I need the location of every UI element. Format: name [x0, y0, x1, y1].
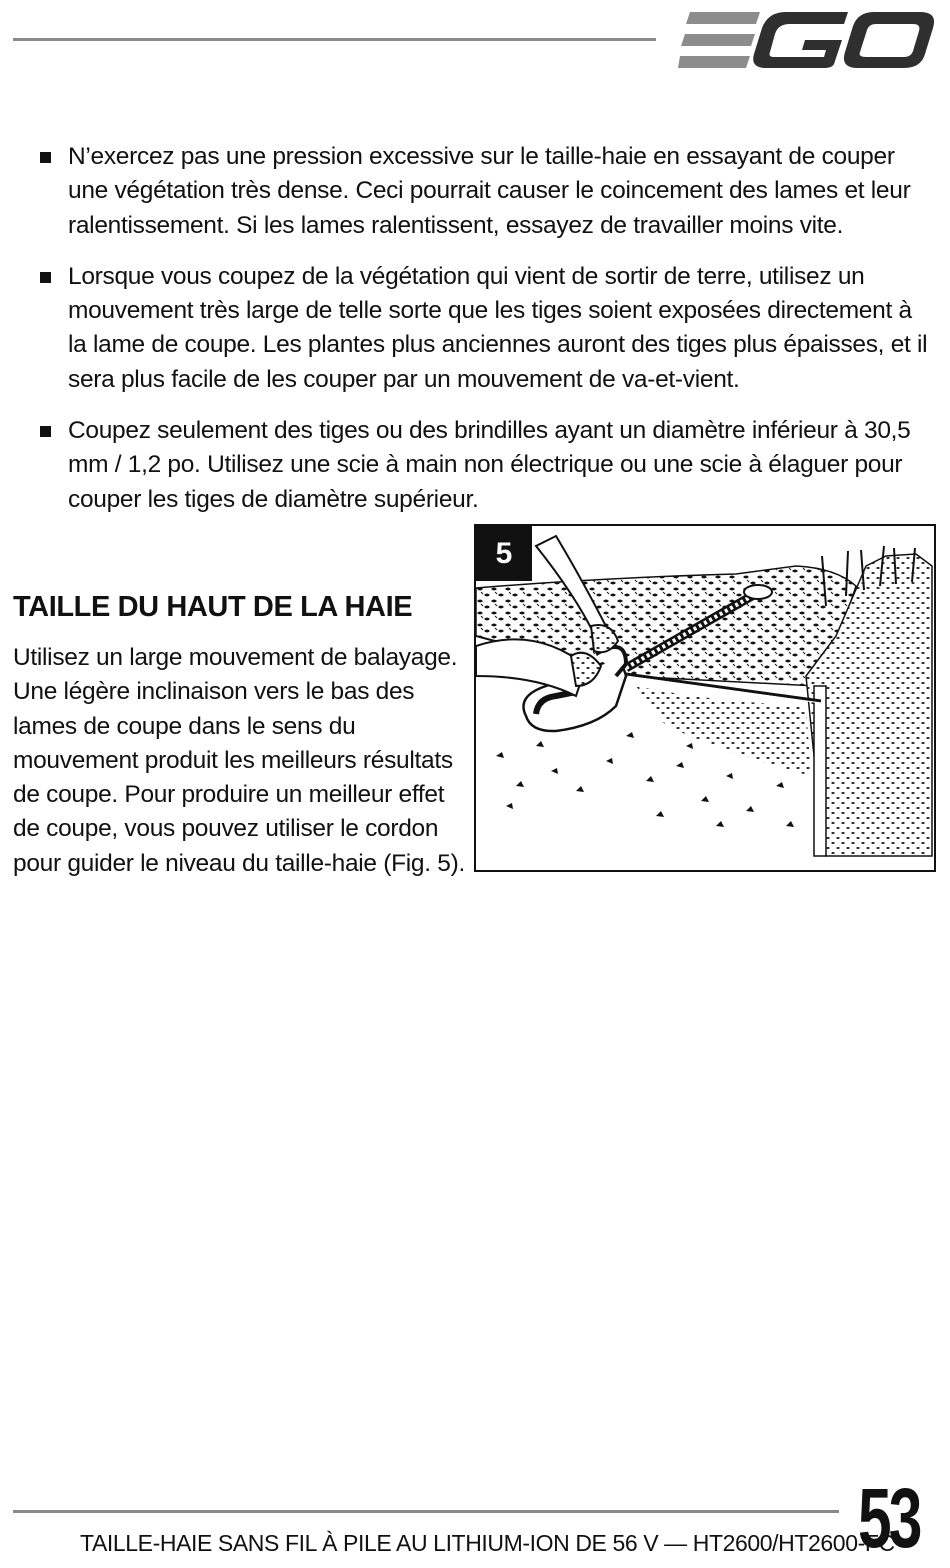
- header-rule: [13, 38, 656, 41]
- square-bullet-icon: [40, 152, 51, 163]
- figure-5: [474, 524, 936, 872]
- section-body: Utilisez un large mouvement de balayage. Une légère inclinaison vers le bas des lames de coupe dans le sens du mouvement produit les meilleurs résultats de coupe. Pour produire un meilleur effet de coupe, vous pouvez utiliser le cordon pour guider le niveau du taille-haie (Fig. 5).: [13, 644, 465, 877]
- ego-logo: [678, 10, 936, 70]
- section-heading: TAILLE DU HAUT DE LA HAIE: [13, 591, 413, 623]
- footer-title: TAILLE-HAIE SANS FIL À PILE AU LITHIUM-ION DE 56 V — HT2600/HT2600-FC: [80, 1530, 895, 1556]
- figure-number: 5: [476, 526, 532, 581]
- list-item-text: Lorsque vous coupez de la végétation qui vient de sortir de terre, utilisez un mouvement très large de telle sorte que les tiges soient exposées directement à la lame de coupe. Les plantes plus anciennes auront des tiges plus épaisses, et il sera plus facile de les couper par un mouvement de va-et-vient.: [68, 262, 928, 393]
- square-bullet-icon: [40, 272, 51, 283]
- instruction-list: [40, 140, 930, 534]
- list-item: [40, 414, 930, 517]
- list-item: [40, 260, 930, 397]
- page-number: 53: [858, 1471, 920, 1565]
- hedge-trimming-illustration: [476, 526, 934, 870]
- square-bullet-icon: [40, 426, 51, 437]
- list-item-text: N’exercez pas une pression excessive sur le taille-haie en essayant de couper une végétation très dense. Ceci pourrait causer le coincement des lames et leur ralentissement. Si les lames ralentissent, essayez de travailler moins vite.: [68, 143, 911, 239]
- list-item: [40, 140, 930, 243]
- footer-rule: [13, 1510, 839, 1513]
- list-item-text: Coupez seulement des tiges ou des brindilles ayant un diamètre inférieur à 30,5 mm / 1,2 po. Utilisez une scie à main non électrique ou une scie à élaguer pour couper les tiges de diamètre supérieur.: [68, 417, 911, 513]
